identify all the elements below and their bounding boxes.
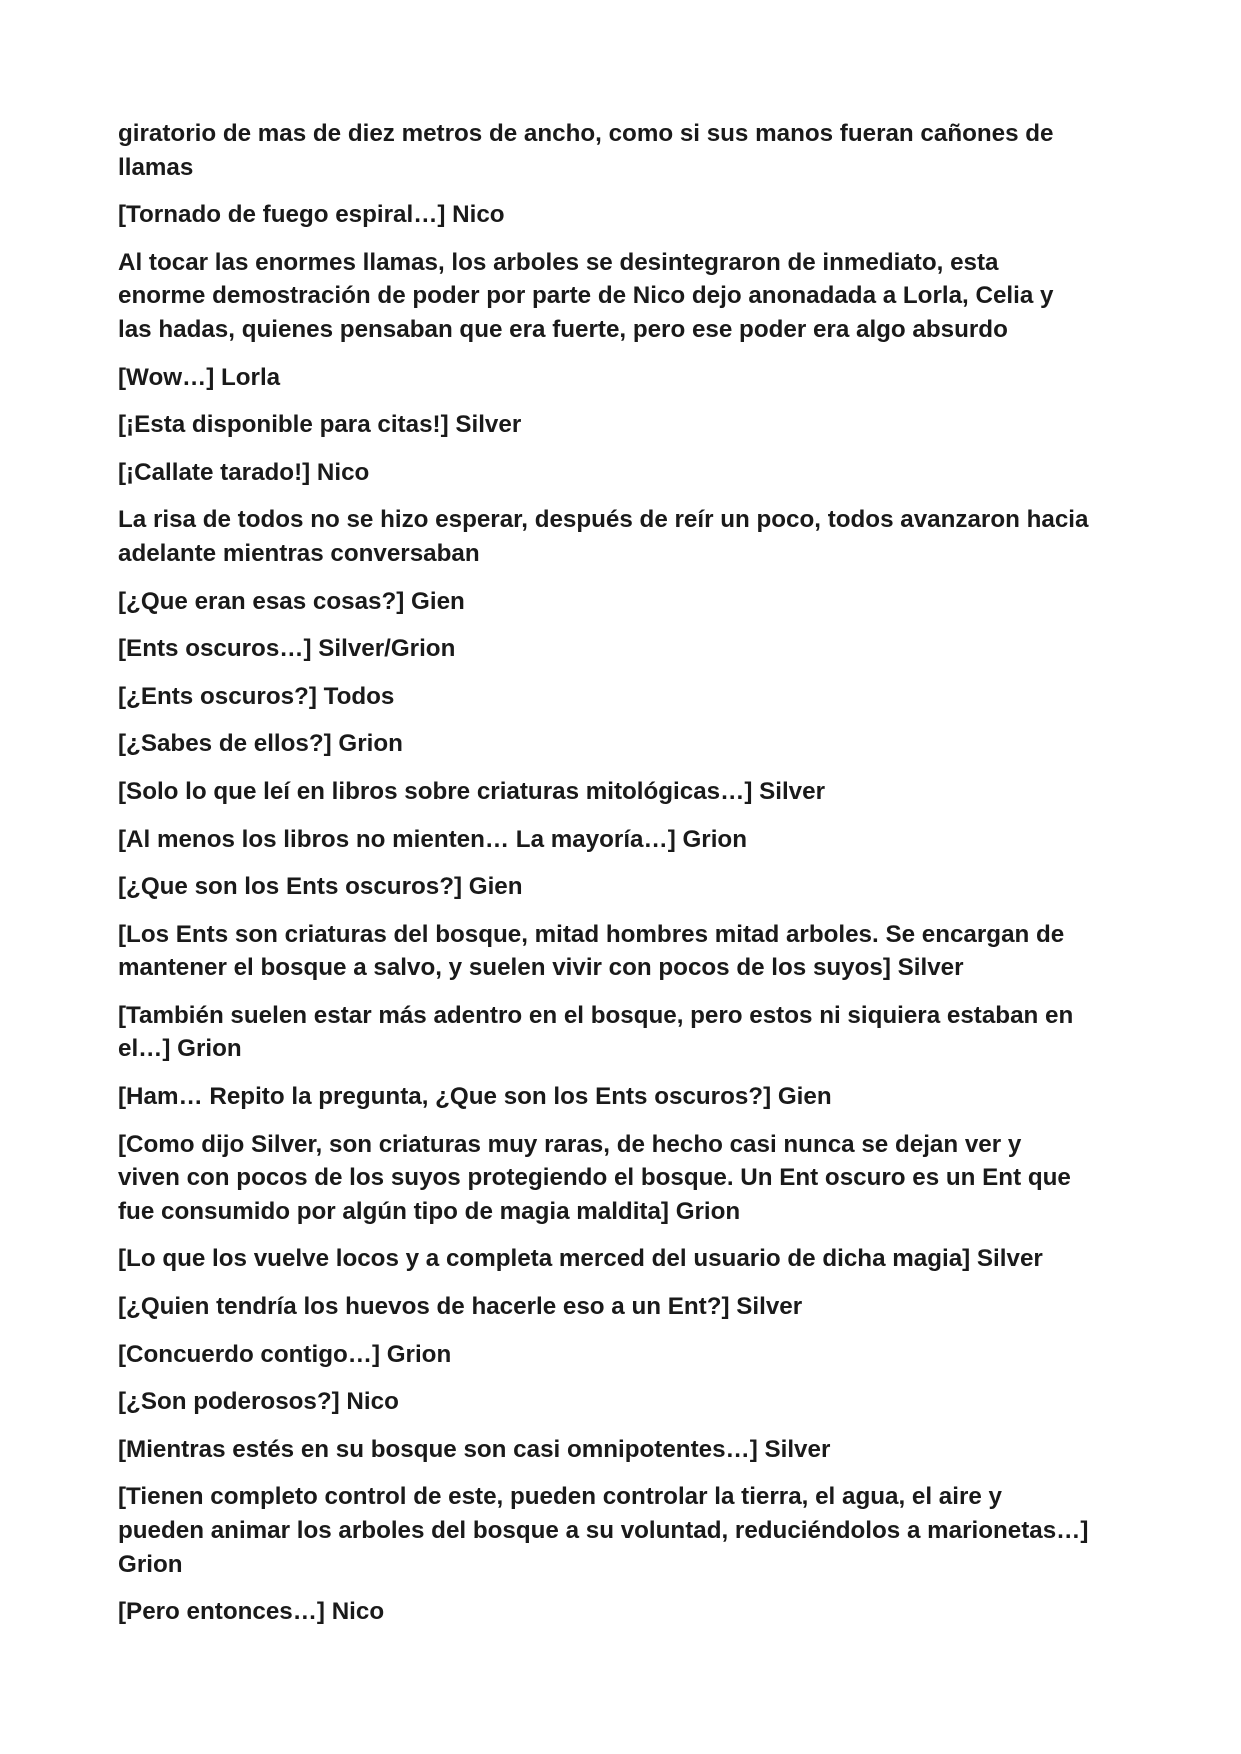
text-line: [Como dijo Silver, son criaturas muy raras, de hecho casi nunca se dejan ver y [118,1130,1022,1158]
text-line: [¿Que eran esas cosas?] Gien [118,587,465,615]
text-line: [Lo que los vuelve locos y a completa merced del usuario de dicha magia] Silver [118,1245,1043,1273]
text-line: [¡Esta disponible para citas!] Silver [118,411,522,439]
text-line: enorme demostración de poder por parte de Nico dejo anonadada a Lorla, Celia y [118,282,1054,310]
paragraph [118,823,1138,857]
paragraph [118,408,1138,442]
paragraph [118,775,1138,809]
text-line: [Solo lo que leí en libros sobre criaturas mitológicas…] Silver [118,777,825,805]
text-line: [También suelen estar más adentro en el bosque, pero estos ni siquiera estaban en [118,1001,1074,1029]
text-line: [Concuerdo contigo…] Grion [118,1340,452,1368]
paragraph [118,1290,1138,1324]
document-page [118,117,1138,1643]
text-line: fue consumido por algún tipo de magia maldita] Grion [118,1197,741,1225]
paragraph [118,198,1138,232]
text-line: [Ents oscuros…] Silver/Grion [118,635,456,663]
paragraph [118,503,1138,570]
text-line: [Ham… Repito la pregunta, ¿Que son los Ents oscuros?] Gien [118,1083,832,1111]
paragraph [118,1385,1138,1419]
text-line: La risa de todos no se hizo esperar, después de reír un poco, todos avanzaron hacia [118,506,1089,534]
text-line: [¿Ents oscuros?] Todos [118,682,395,710]
paragraph [118,246,1138,347]
paragraph [118,1433,1138,1467]
paragraph [118,117,1138,184]
paragraph [118,361,1138,395]
paragraph [118,585,1138,619]
paragraph [118,456,1138,490]
text-line: las hadas, quienes pensaban que era fuerte, pero ese poder era algo absurdo [118,315,1008,343]
paragraph [118,1242,1138,1276]
text-line: [Al menos los libros no mienten… La mayoría…] Grion [118,825,747,853]
paragraph [118,870,1138,904]
text-line: giratorio de mas de diez metros de ancho, como si sus manos fueran cañones de [118,120,1054,147]
text-line: pueden animar los arboles del bosque a su voluntad, reduciéndolos a marionetas…] [118,1517,1089,1544]
paragraph [118,1480,1138,1581]
paragraph [118,632,1138,666]
paragraph [118,999,1138,1066]
text-line: [Tornado de fuego espiral…] Nico [118,201,505,229]
text-line: Grion [118,1550,183,1578]
paragraph [118,680,1138,714]
paragraph [118,1595,1138,1629]
text-line: Al tocar las enormes llamas, los arboles se desintegraron de inmediato, esta [118,248,999,276]
text-line: [¿Que son los Ents oscuros?] Gien [118,873,523,901]
text-line: viven con pocos de los suyos protegiendo el bosque. Un Ent oscuro es un Ent que [118,1164,1071,1192]
text-line: [Los Ents son criaturas del bosque, mitad hombres mitad arboles. Se encargan de [118,920,1065,948]
text-line: [¿Son poderosos?] Nico [118,1388,399,1416]
text-line: el…] Grion [118,1035,242,1063]
paragraph [118,1080,1138,1114]
text-line: [Tienen completo control de este, pueden controlar la tierra, el agua, el aire y [118,1483,1002,1511]
text-line: llamas [118,153,194,181]
text-line: [¿Sabes de ellos?] Grion [118,730,403,758]
paragraph [118,918,1138,985]
text-line: adelante mientras conversaban [118,539,480,567]
paragraph [118,727,1138,761]
text-line: [Pero entonces…] Nico [118,1598,385,1626]
text-line: [Wow…] Lorla [118,363,281,391]
text-line: [Mientras estés en su bosque son casi omnipotentes…] Silver [118,1435,831,1463]
text-line: mantener el bosque a salvo, y suelen vivir con pocos de los suyos] Silver [118,954,964,982]
text-line: [¿Quien tendría los huevos de hacerle eso a un Ent?] Silver [118,1293,803,1321]
paragraph [118,1338,1138,1372]
text-line: [¡Callate tarado!] Nico [118,458,370,486]
paragraph [118,1128,1138,1229]
